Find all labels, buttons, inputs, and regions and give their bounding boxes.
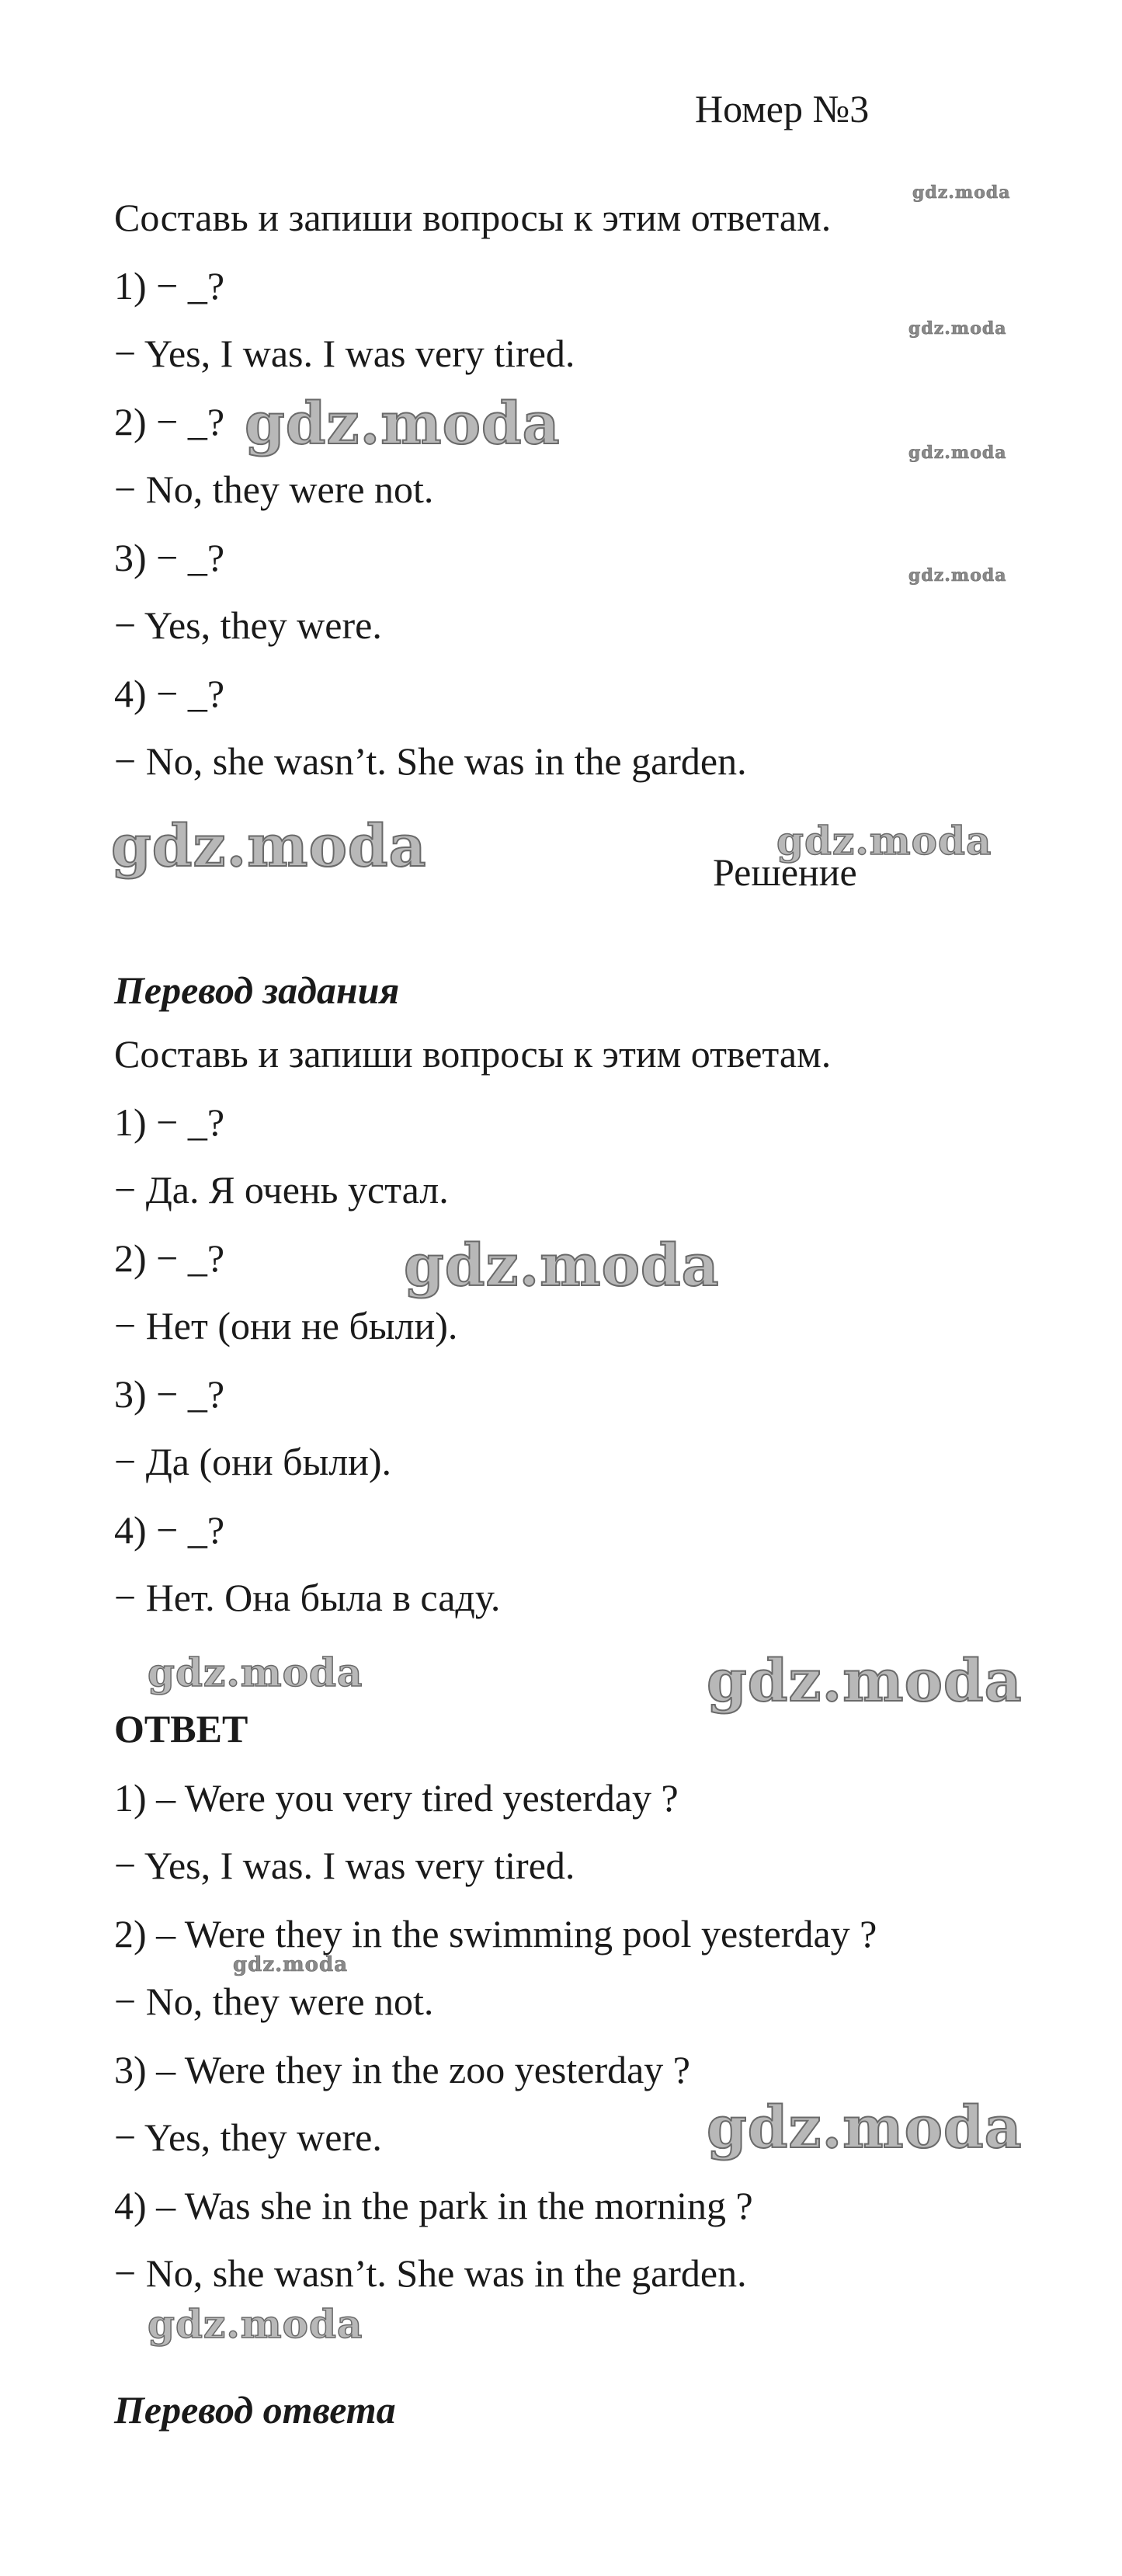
watermark: gdz.moda xyxy=(908,565,1007,586)
watermark: gdz.moda xyxy=(707,2095,1023,2161)
translation-heading: Перевод задания xyxy=(114,968,400,1012)
answer-line: 4) – Was she in the park in the morning ? xyxy=(114,2184,753,2227)
watermark: gdz.moda xyxy=(111,813,427,880)
task-line: − No, she wasn’t. She was in the garden. xyxy=(114,739,747,783)
task-instruction: Составь и запиши вопросы к этим ответам. xyxy=(114,196,832,239)
translation-line: 4) − _? xyxy=(114,1508,225,1552)
task-line: − Yes, they were. xyxy=(114,603,382,647)
watermark: gdz.moda xyxy=(148,1650,363,1695)
answer-line: 1) – Were you very tired yesterday ? xyxy=(114,1776,679,1820)
answer-line: − No, they were not. xyxy=(114,1980,434,2023)
translation-line: 1) − _? xyxy=(114,1100,225,1144)
watermark: gdz.moda xyxy=(908,318,1007,339)
translation-line: − Нет. Она была в саду. xyxy=(114,1576,501,1619)
translation-line: 2) − _? xyxy=(114,1236,225,1280)
solution-label: Решение xyxy=(713,850,857,894)
task-line: − Yes, I was. I was very tired. xyxy=(114,332,575,375)
watermark: gdz.moda xyxy=(908,443,1007,463)
watermark: gdz.moda xyxy=(233,1953,349,1976)
watermark: gdz.moda xyxy=(404,1232,720,1299)
task-line: − No, they were not. xyxy=(114,468,434,511)
watermark: gdz.moda xyxy=(707,1648,1023,1715)
answer-heading: ОТВЕТ xyxy=(114,1707,248,1750)
translation-instruction: Составь и запиши вопросы к этим ответам. xyxy=(114,1032,832,1076)
watermark: gdz.moda xyxy=(245,391,561,457)
translation-line: 3) − _? xyxy=(114,1372,225,1416)
task-line: 4) − _? xyxy=(114,672,225,715)
task-line: 1) − _? xyxy=(114,264,225,308)
page-title: Номер №3 xyxy=(695,87,870,130)
translation-line: − Да (они были). xyxy=(114,1440,392,1483)
watermark: gdz.moda xyxy=(776,818,992,864)
answer-line: − Yes, they were. xyxy=(114,2115,382,2159)
translation-line: − Нет (они не были). xyxy=(114,1304,458,1347)
translation-line: − Да. Я очень устал. xyxy=(114,1168,449,1212)
answer-translation-heading: Перевод ответа xyxy=(114,2388,396,2432)
task-line: 3) − _? xyxy=(114,536,225,579)
answer-line: 2) – Were they in the swimming pool yesterday ? xyxy=(114,1912,877,1955)
answer-line: − Yes, I was. I was very tired. xyxy=(114,1844,575,1887)
task-line: 2) − _? xyxy=(114,400,225,443)
answer-line: − No, she wasn’t. She was in the garden. xyxy=(114,2251,747,2295)
watermark: gdz.moda xyxy=(148,2301,363,2347)
answer-line: 3) – Were they in the zoo yesterday ? xyxy=(114,2048,690,2091)
watermark: gdz.moda xyxy=(912,183,1011,203)
